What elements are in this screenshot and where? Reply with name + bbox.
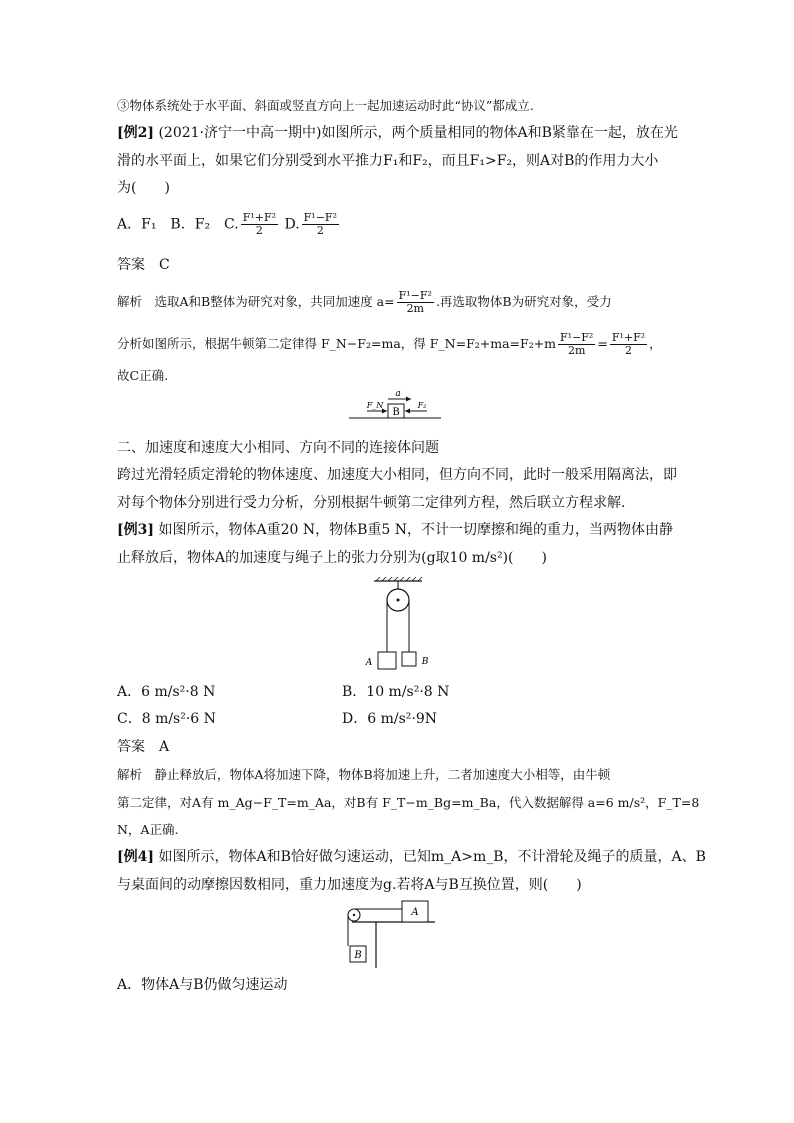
example-2-options (117, 212, 687, 237)
f2-label: F₂ (417, 401, 427, 410)
solution-fraction-1: $\frac{\text{F¹−F²}}{2m}$ (560, 331, 594, 357)
option-c-fraction: $\frac{\text{F¹+F²}}{2}$ (242, 211, 277, 237)
block-b-label: B (421, 657, 429, 667)
note-3: ③物体系统处于水平面、斜面或竖直方向上一起加速运动时此“协议”都成立. (117, 98, 534, 113)
example-3-option-d: D．6 m/s²·9N (342, 711, 437, 727)
block-b (402, 652, 416, 666)
pulley-diagram (360, 575, 440, 675)
example-3-options (117, 682, 687, 730)
force-diagram-block-b (345, 388, 445, 428)
block-b-label: B (354, 950, 362, 961)
acceleration-label: a (395, 389, 401, 399)
acceleration-arrow-head (406, 397, 411, 402)
example-3-option-c: C．8 m/s²·6 N (117, 711, 216, 727)
example-3-line-2: 止释放后，物体A的加速度与绳子上的张力分别为(g取10 m/s²)( ) (117, 550, 547, 566)
example-2-text-1: (2021·济宁一中高一期中)如图所示，两个质量相同的物体A和B紧靠在一起，放在光 (158, 125, 678, 141)
example-3-answer: 答案 A (117, 739, 170, 755)
example-2-solution-1: 解析 选取A和B整体为研究对象，共同加速度 a= $\frac{\text{F¹−F²}}{2m}$ .再选取物体B为研究对象，受力 (117, 289, 612, 315)
example-4-tag: [例4] (117, 849, 154, 865)
example-3-solution-2: 第二定律，对A有 m_Ag−F_T=m_Aa，对B有 F_T−m_Bg=m_Ba，代入数据解得 a=6 m/s²，F_T=8 (117, 795, 700, 810)
example-3-option-b: B．10 m/s²·8 N (342, 684, 450, 700)
example-3-solution-1: 解析 静止释放后，物体A将加速下降，物体B将加速上升，二者加速度大小相等，由牛顿 (117, 767, 611, 782)
example-2-solution-2: 分析如图所示，根据牛顿第二定律得 F_N−F₂=ma，得 F_N=F₂+ma=F₂+m $\frac{\text{F¹−F²}}{2m}$ = $\frac{\text{F¹+F²}}{2}$ ， (117, 331, 662, 357)
block-a-label: A (411, 907, 419, 918)
section-2-paragraph-1: 跨过光滑轻质定滑轮的物体速度、加速度大小相同，但方向不同，此时一般采用隔离法，即 (117, 467, 677, 483)
pulley-axle (397, 599, 400, 602)
example-4-line-1: [例4] 如图所示，物体A和B恰好做匀速运动，已知m_A>m_B，不计滑轮及绳子的质量，A、B (117, 849, 706, 865)
section-2-title: 二、加速度和速度大小相同、方向不同的连接体问题 (117, 440, 439, 456)
example-3-line-1: [例3] 如图所示，物体A重20 N，物体B重5 N，不计一切摩擦和绳的重力，当两物体由静 (117, 522, 673, 538)
fn-label: F_N (366, 401, 384, 410)
example-2-line-3: 为( ) (117, 180, 170, 196)
example-3-option-a: A．6 m/s²·8 N (117, 684, 216, 700)
solution-fraction-2: $\frac{\text{F¹+F²}}{2}$ (611, 331, 646, 357)
table-pulley-diagram (340, 898, 440, 970)
example-2-tag: [例2] (117, 125, 154, 141)
example-2-line-2: 滑的水平面上，如果它们分别受到水平推力F₁和F₂，而且F₁>F₂，则A对B的作用力大小 (117, 153, 659, 169)
option-d-fraction: $\frac{\text{F¹−F²}}{2}$ (303, 211, 337, 237)
pulley-axle (353, 914, 355, 916)
block-b-label: B (392, 407, 400, 418)
block-a-label: A (365, 658, 373, 668)
example-3-solution-3: N，A正确. (117, 822, 179, 837)
f2-arrow-head (405, 409, 410, 414)
block-a (378, 652, 396, 669)
example-2-answer: 答案 C (117, 257, 170, 273)
example-2-options-ab: A．F₁ B．F₂ C. (117, 216, 239, 233)
example-2-solution-3: 故C正确. (117, 368, 169, 383)
acceleration-fraction: $\frac{\text{F¹−F²}}{2m}$ (398, 289, 432, 315)
section-2-paragraph-2: 对每个物体分别进行受力分析，分别根据牛顿第二定律列方程，然后联立方程求解. (117, 495, 626, 511)
option-d-label: D. (284, 216, 300, 233)
example-2-line-1 (117, 123, 687, 143)
example-4-line-2: 与桌面间的动摩擦因数相同，重力加速度为g.若将A与B互换位置，则( ) (117, 877, 582, 893)
example-4-option-a: A．物体A与B仍做匀速运动 (117, 977, 288, 993)
example-3-tag: [例3] (117, 522, 154, 538)
